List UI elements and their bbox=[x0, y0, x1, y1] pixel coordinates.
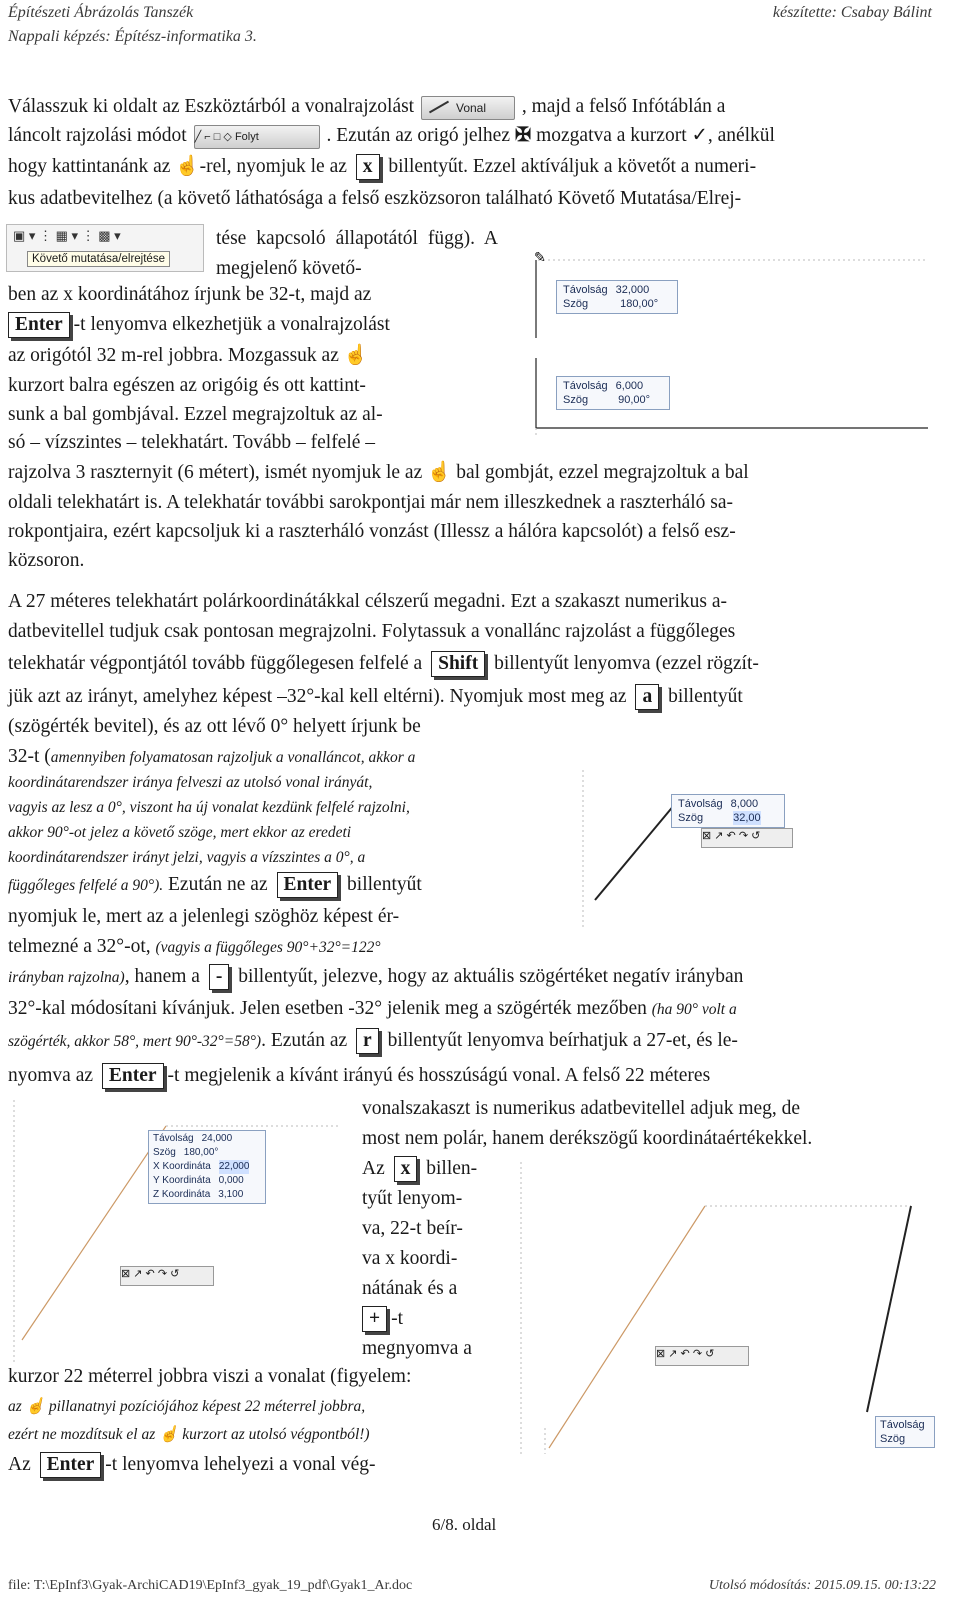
text: függőleges felfelé a 90°). bbox=[8, 877, 164, 894]
para1-wrap3 bbox=[8, 341, 498, 371]
text: billentyűt bbox=[668, 686, 743, 707]
text: billentyűt lenyomva beírhatjuk a 27-et, és le- bbox=[387, 1030, 738, 1051]
text: billentyűt bbox=[347, 874, 422, 895]
para1-full2: oldali telekhatárt is. A telekhatár további sarokpontjai már nem illeszkednek a raszterháló sa- bbox=[8, 492, 734, 513]
tracker-label: Távolság bbox=[678, 798, 723, 810]
text: 32°-kal módosítani kívánjuk. Jelen esetben -32° jelenik meg a szögérték mezőben bbox=[8, 998, 647, 1019]
text: billentyűt, jelezve, hogy az aktuális szögértéket negatív irányban bbox=[238, 966, 744, 987]
text: , hanem a bbox=[124, 966, 200, 987]
para1-line3 bbox=[8, 152, 932, 182]
text: az bbox=[8, 1398, 22, 1415]
text: kurzor 22 méterrel jobbra viszi a vonalat (figyelem: bbox=[8, 1366, 412, 1387]
para2-f2 bbox=[8, 994, 932, 1025]
para3-b1 bbox=[8, 1362, 504, 1392]
text: ezért ne mozdítsuk el az bbox=[8, 1426, 156, 1443]
para2-n5: akkor 90°-ot jelez a követő szöge, mert ekkor az eredeti bbox=[8, 824, 352, 841]
mini-toolbar: ⊠ ↗ ↶ ↷ ↺ bbox=[120, 1266, 214, 1286]
text: mozgatva a kurzort bbox=[536, 125, 687, 146]
para2-n8: nyomjuk le, mert az a jelenlegi szöghöz képest ér- bbox=[8, 906, 400, 927]
para1-narrow: tése kapcsoló állapotától függ). A megjelenő követő- bbox=[216, 228, 498, 279]
text: telekhatár végpontjától tovább függőlegesen felfelé a bbox=[8, 653, 423, 674]
tracker-4 bbox=[148, 1130, 266, 1204]
para3-r3 bbox=[362, 1154, 504, 1184]
tracker-label: Távolság bbox=[563, 380, 608, 392]
text: nyomva az bbox=[8, 1065, 94, 1086]
text: billentyűt lenyomva (ezzel rögzít- bbox=[494, 653, 759, 674]
para1-line4: kus adatbevitelhez (a követő láthatósága a felső eszközsoron található Követő Mutatása/Elrej- bbox=[8, 188, 742, 209]
tracker-value: 180,00° bbox=[620, 298, 659, 310]
folyt-label: Folyt bbox=[234, 130, 259, 143]
key-enter: Enter bbox=[8, 312, 70, 338]
mouse-icon: ☝ bbox=[427, 462, 452, 483]
para2-n9 bbox=[8, 932, 548, 963]
para2-l4 bbox=[8, 682, 932, 712]
tracker-value: 8,000 bbox=[730, 798, 759, 810]
vonal-label: Vonal bbox=[455, 100, 487, 115]
para2-l3 bbox=[8, 649, 932, 679]
text: , anélkül bbox=[707, 125, 775, 146]
text: bal gombját, ezzel megrajzoltuk a bal bbox=[456, 462, 749, 483]
tracker-value: 32,000 bbox=[615, 284, 650, 296]
tracker-value: 90,00° bbox=[618, 394, 651, 406]
para1-line1 bbox=[8, 92, 932, 122]
para2-l2: datbevitellel tudjuk csak pontosan megrajzolni. Folytassuk a vonallánc rajzolást a függőleges bbox=[8, 621, 736, 642]
tracker-value: 24,000 bbox=[201, 1133, 233, 1144]
text: , majd a felső Infótáblán a bbox=[521, 96, 726, 117]
tracker-label: Távolság bbox=[880, 1419, 925, 1431]
para3-r7: nátának és a bbox=[362, 1278, 458, 1299]
tracker-label: Szög bbox=[153, 1147, 176, 1158]
mouse-icon: ☝ bbox=[175, 156, 200, 177]
tracker-5 bbox=[875, 1416, 935, 1448]
text: Ezután ne az bbox=[163, 874, 268, 895]
text: láncolt rajzolási módot bbox=[8, 125, 187, 146]
tooltip-kovet: Követő mutatása/elrejtése bbox=[27, 251, 170, 267]
text: -t lenyomva lehelyezi a vonal vég- bbox=[105, 1454, 376, 1475]
footer-file: file: T:\EpInf3\Gyak-ArchiCAD19\EpInf3_gyak_19_pdf\Gyak1_Ar.doc bbox=[8, 1578, 413, 1593]
figure-tracker-vertical bbox=[528, 348, 936, 438]
tracker-label: Szög bbox=[563, 298, 589, 310]
header-author: készítette: Csabay Bálint bbox=[772, 4, 932, 21]
para3-r4: tyűt lenyom- bbox=[362, 1188, 463, 1209]
tracker-label: Távolság bbox=[153, 1133, 194, 1144]
tracker-row bbox=[153, 1146, 261, 1160]
text: billentyűt. Ezzel aktíváljuk a követőt a numeri- bbox=[388, 156, 757, 177]
text: szögérték, akkor 58°, mert 90°-32°=58°) bbox=[8, 1033, 262, 1050]
key-x: x bbox=[356, 154, 380, 180]
tracker-1 bbox=[556, 280, 678, 314]
mouse-icon: ☝ bbox=[25, 1398, 45, 1415]
key-a: a bbox=[635, 684, 659, 710]
para2-n4: vagyis az lesz a 0°, viszont ha új vonalat kezdünk felfelé rajzolni, bbox=[8, 799, 410, 816]
para3-b4 bbox=[8, 1450, 504, 1480]
para3-r5: va, 22-t beír- bbox=[362, 1218, 463, 1239]
figure-final-line bbox=[515, 1162, 935, 1454]
text: -t megjelenik a kívánt irányú és hosszúságú vonal. A felső 22 méteres bbox=[167, 1065, 711, 1086]
text: pillanatnyi pozíciójához képest 22 méterrel jobbra, bbox=[48, 1398, 366, 1415]
para2-n3: koordinátarendszer iránya felveszi az utolsó vonal irányát, bbox=[8, 774, 373, 791]
para1-wrap4: kurzort balra egészen az origóig és ott kattint- bbox=[8, 375, 366, 396]
text: rajzolva 3 raszternyit (6 métert), ismét nyomjuk le az bbox=[8, 462, 423, 483]
tracker-value: 3,100 bbox=[218, 1189, 244, 1200]
text: amennyiben folyamatosan rajzoljuk a vonalláncot, akkor a bbox=[50, 749, 416, 766]
tracker-row bbox=[153, 1174, 261, 1188]
mini-toolbar: ⊠ ↗ ↶ ↷ ↺ bbox=[701, 828, 793, 848]
para1-wrap5: sunk a bal gombjával. Ezzel megrajzoltuk az al- bbox=[8, 404, 383, 425]
key-shift: Shift bbox=[431, 651, 485, 677]
tracker-value: 0,000 bbox=[218, 1175, 244, 1186]
tracker-label: Z Koordináta bbox=[153, 1189, 211, 1200]
tracker-value: 6,000 bbox=[615, 380, 644, 392]
tracker-toggle-figure bbox=[6, 224, 204, 272]
para2-f1 bbox=[8, 962, 932, 993]
footer-modified: Utolsó módosítás: 2015.09.15. 00:13:22 bbox=[708, 1578, 936, 1593]
key-plus: + bbox=[362, 1306, 387, 1332]
text: irányban rajzolna) bbox=[8, 969, 125, 986]
text: telmezné a 32°-ot, bbox=[8, 936, 151, 957]
text: . Ezután az bbox=[261, 1030, 348, 1051]
cursor-icon: ✓ bbox=[691, 125, 708, 146]
para2-f4 bbox=[8, 1061, 932, 1091]
tracker-label: Szög bbox=[678, 812, 704, 824]
figure-5-canvas bbox=[515, 1162, 935, 1454]
tracker-value: 180,00° bbox=[183, 1147, 219, 1158]
tracker-row bbox=[153, 1188, 261, 1202]
page-number: 6/8. oldal bbox=[432, 1515, 497, 1534]
tracker-row bbox=[153, 1160, 261, 1174]
text: . Ezután az origó jelhez bbox=[326, 125, 510, 146]
vonal-tool-icon bbox=[421, 96, 515, 120]
para1-line2 bbox=[8, 121, 932, 151]
svg-text:✎: ✎ bbox=[534, 250, 546, 266]
para2-f3 bbox=[8, 1026, 932, 1057]
text: kurzort az utolsó végpontból!) bbox=[182, 1426, 370, 1443]
para2-n1: (szögérték bevitel), és az ott lévő 0° helyett írjunk be bbox=[8, 716, 421, 737]
tracker-3 bbox=[671, 794, 785, 828]
text: -t bbox=[391, 1308, 404, 1329]
para3-b2 bbox=[8, 1392, 504, 1422]
para1-full4: közsoron. bbox=[8, 550, 85, 571]
para3-b3 bbox=[8, 1420, 504, 1450]
toolbar-icons: ▣ ▾ ⋮ ▦ ▾ ⋮ ▩ ▾ bbox=[13, 228, 121, 243]
para3-r1: vonalszakaszt is numerikus adatbevitellel adjuk meg, de bbox=[362, 1098, 801, 1119]
para1-wrap2 bbox=[8, 310, 498, 340]
text: Az bbox=[362, 1158, 385, 1179]
text: az origótól 32 m-rel jobbra. Mozgassuk az bbox=[8, 345, 339, 366]
text: Az bbox=[8, 1454, 31, 1475]
chain-mode-icon: ╱ ⌐ □ ◇ Folyt bbox=[194, 125, 320, 149]
tracker-label: Y Koordináta bbox=[153, 1175, 211, 1186]
para3-r6: va x koordi- bbox=[362, 1248, 458, 1269]
tracker-row bbox=[153, 1132, 261, 1146]
para2-n6: koordinátarendszer irányt jelzi, vagyis a vízszintes a 0°, a bbox=[8, 849, 366, 866]
tracker-label: Szög bbox=[880, 1433, 906, 1445]
tracker-label: X Koordináta bbox=[153, 1161, 211, 1172]
tracker-2 bbox=[556, 376, 670, 410]
text: -rel, nyomjuk le az bbox=[199, 156, 347, 177]
para2-n7 bbox=[8, 870, 548, 901]
tracker-label: Szög bbox=[563, 394, 589, 406]
tracker-label: Távolság bbox=[563, 284, 608, 296]
mouse-icon: ☝ bbox=[343, 345, 369, 366]
para1-wrap6: só – vízszintes – telekhatárt. Tovább – felfelé – bbox=[8, 432, 376, 453]
figure-tracker-horizontal bbox=[528, 230, 936, 340]
mouse-icon: ☝ bbox=[159, 1426, 179, 1443]
para2-l1: A 27 méteres telekhatárt polárkoordinátákkal célszerű megadni. Ezt a szakaszt numerikus a- bbox=[8, 591, 728, 612]
para1-wrap1: ben az x koordinátához írjunk be 32-t, majd az bbox=[8, 284, 372, 305]
key-enter: Enter bbox=[277, 872, 339, 898]
tracker-value: 32,00 bbox=[733, 812, 761, 824]
header-course: Nappali képzés: Építész-informatika 3. bbox=[8, 28, 257, 45]
para3-r8 bbox=[362, 1304, 504, 1334]
figure-angled-line bbox=[575, 760, 935, 930]
para1-full3: rokpontjaira, ezért kapcsoljuk ki a raszterháló vonzást (Illessz a hálóra kapcsolót) a felső esz- bbox=[8, 521, 736, 542]
header-dept: Építészeti Ábrázolás Tanszék bbox=[8, 4, 194, 21]
key-r: r bbox=[356, 1028, 379, 1054]
key-minus: - bbox=[209, 964, 230, 990]
text: billen- bbox=[426, 1158, 478, 1179]
text: (vagyis a függőleges 90°+32°=122° bbox=[155, 939, 381, 956]
key-enter: Enter bbox=[40, 1452, 102, 1478]
key-x: x bbox=[394, 1156, 418, 1182]
para3-r9: megnyomva a bbox=[362, 1338, 472, 1359]
figure-xy-entry bbox=[8, 1100, 348, 1362]
mini-toolbar: ⊠ ↗ ↶ ↷ ↺ bbox=[655, 1346, 749, 1366]
text: jük azt az irányt, amelyhez képest –32°-kal kell eltérni). Nyomjuk most meg az bbox=[8, 686, 627, 707]
text: hogy kattintanánk az bbox=[8, 156, 171, 177]
key-enter: Enter bbox=[102, 1063, 164, 1089]
text: (ha 90° volt a bbox=[651, 1001, 737, 1018]
tracker-value: 22,000 bbox=[218, 1161, 250, 1172]
text: Válasszuk ki oldalt az Eszköztárból a vonalrajzolást bbox=[8, 96, 415, 117]
text: -t lenyomva elkezhetjük a vonalrajzolást bbox=[73, 314, 390, 335]
para3-r2: most nem polár, hanem derékszögű koordinátaértékekkel. bbox=[362, 1128, 813, 1149]
para1-full1 bbox=[8, 458, 932, 488]
text: 32-t ( bbox=[8, 746, 51, 767]
origin-icon: ✠ bbox=[514, 125, 532, 146]
